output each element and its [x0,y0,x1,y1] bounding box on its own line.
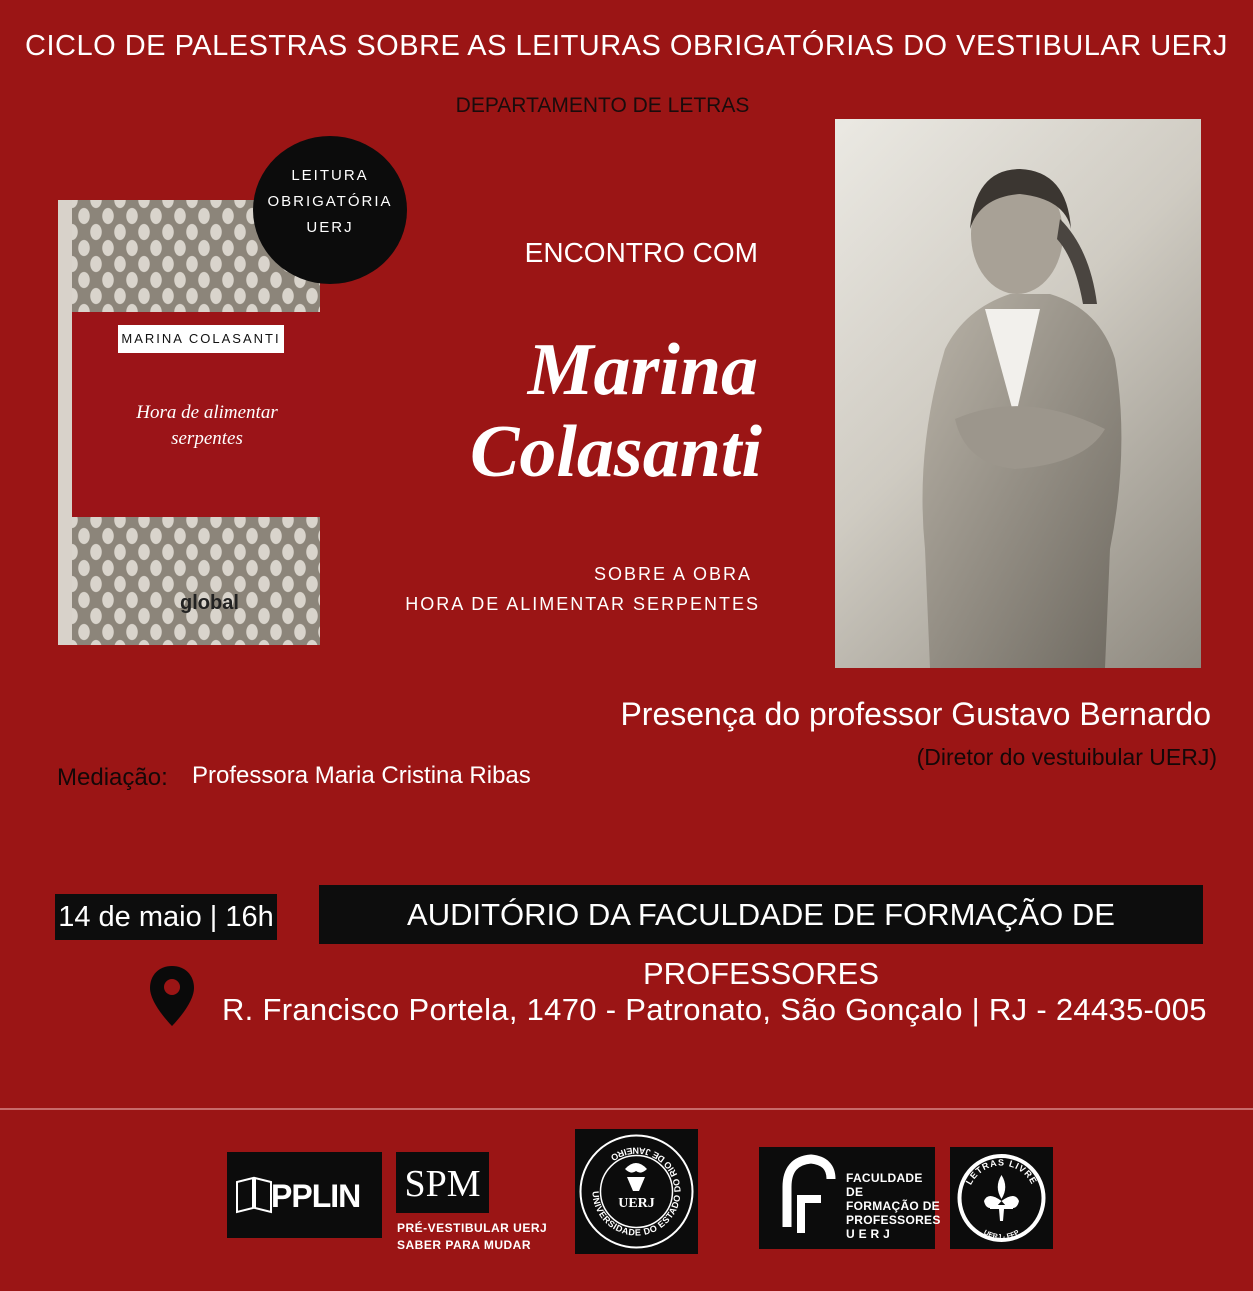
map-pin-icon [147,964,197,1028]
fleur-de-lis-icon [950,1147,1053,1249]
guest-role: (Diretor do vestuibular UERJ) [916,744,1217,770]
uerj-logo [575,1129,698,1254]
spm-subtitle-1: PRÉ-VESTIBULAR UERJ [397,1221,548,1235]
svg-text:UNIVERSIDADE DO ESTADO DO RIO [590,1145,682,1237]
book-spine [58,200,72,645]
uerj-text: UERJ [618,1196,655,1211]
department-label: DEPARTAMENTO DE LETRAS [455,94,750,117]
badge-line-1: LEITURA [291,167,369,184]
letras-bottom-text: UERJ - FFP [982,1229,1021,1242]
uerj-seal-icon [575,1129,698,1254]
mediation-name: Professora Maria Cristina Ribas [192,762,531,789]
about-work-label: SOBRE A OBRA [593,564,752,584]
spm-text: SPM [404,1163,481,1205]
badge-text [253,163,407,241]
ffp-line-3: PROFESSORES [846,1213,941,1227]
ffp-line-1: FACULDADE DE [846,1171,923,1199]
portrait-silhouette [835,119,1201,668]
ffp-symbol-icon [765,1147,845,1249]
author-portrait-photo [835,119,1201,668]
book-publisher: global [180,592,239,614]
poster-title: CICLO DE PALESTRAS SOBRE AS LEITURAS OBRIGATÓRIAS DO VESTIBULAR UERJ [25,30,1228,62]
guest-presence: Presença do professor Gustavo Bernardo [620,696,1211,732]
ffp-line-4: U E R J [846,1227,891,1241]
event-venue: AUDITÓRIO DA FACULDADE DE FORMAÇÃO DE PROFESSORES [319,885,1203,944]
book-author: MARINA COLASANTI [118,325,284,353]
author-last-name: Colasanti [470,411,762,493]
event-address: R. Francisco Portela, 1470 - Patronato, São Gonçalo | RJ - 24435-005 [222,992,1207,1027]
event-intro: ENCONTRO COM [524,237,758,268]
author-first-name: Marina [527,329,758,411]
badge-line-2: OBRIGATÓRIA [267,193,393,210]
book-title [122,400,292,452]
letras-livre-logo [950,1147,1053,1249]
badge-line-3: UERJ [306,219,354,236]
spm-subtitle-2: SABER PARA MUDAR [397,1238,531,1252]
footer-divider [0,1108,1253,1110]
spm-logo [396,1152,489,1213]
pplin-text: PPLIN [271,1178,361,1214]
event-date-time: 14 de maio | 16h [55,894,277,940]
book-title-line-2: serpentes [171,428,243,449]
pplin-logo [227,1152,382,1238]
ffp-line-2: FORMAÇÃO DE [846,1199,940,1213]
mediation-label: Mediação: [57,764,168,791]
about-work-title: HORA DE ALIMENTAR SERPENTES [405,594,760,614]
uerj-ring-text: UNIVERSIDADE DO ESTADO DO RIO DE JANEIRO [590,1145,683,1238]
ffp-logo [759,1147,941,1249]
letras-top-text: LETRAS LIVRE [963,1157,1040,1187]
ffp-text [846,1171,941,1241]
book-title-line-1: Hora de alimentar [136,402,278,423]
